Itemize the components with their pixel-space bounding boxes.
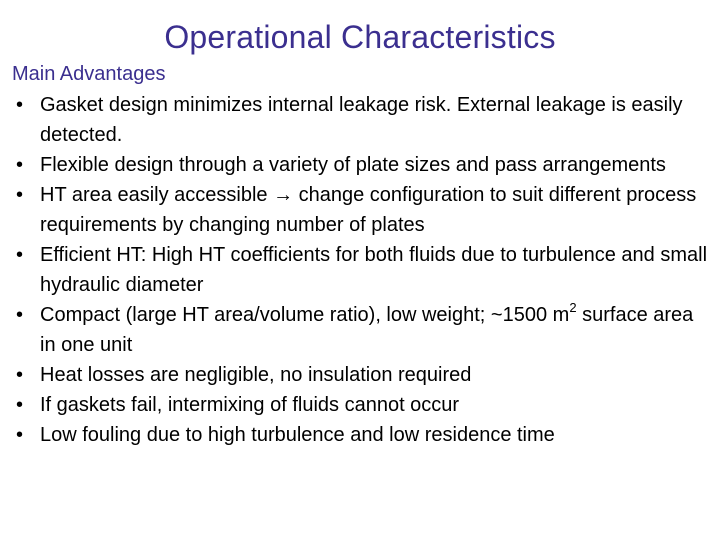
- bullet-icon: •: [16, 244, 24, 266]
- superscript-text: 2: [569, 300, 577, 315]
- bullet-icon: •: [16, 394, 24, 416]
- list-item: [12, 390, 712, 420]
- advantages-list: [12, 90, 712, 450]
- list-item-text: If gaskets fail, intermixing of fluids cannot occur: [40, 394, 460, 416]
- list-item-text: Efficient HT: High HT coefficients for both fluids due to turbulence and small hydraulic diameter: [40, 244, 708, 296]
- list-item: [12, 240, 712, 300]
- bullet-icon: •: [16, 184, 24, 206]
- list-item-text: Low fouling due to high turbulence and low residence time: [40, 424, 555, 446]
- bullet-icon: •: [16, 304, 24, 326]
- list-item: [12, 300, 712, 360]
- bullet-icon: •: [16, 94, 24, 116]
- bullet-icon: •: [16, 364, 24, 386]
- list-item: [12, 150, 712, 180]
- list-item: [12, 90, 712, 150]
- list-item-text: Gasket design minimizes internal leakage risk. External leakage is easily detected.: [40, 94, 683, 146]
- list-item-text: Flexible design through a variety of plate sizes and pass arrangements: [40, 154, 666, 176]
- list-item: [12, 420, 712, 450]
- slide-title: Operational Characteristics: [164, 19, 556, 55]
- list-item-text: Compact (large HT area/volume ratio), low weight; ~1500 m: [40, 304, 570, 326]
- list-item-text: HT area easily accessible → change configuration to suit different process requirements by changing number of plates: [40, 184, 697, 236]
- list-item: [12, 180, 712, 240]
- list-item: [12, 360, 712, 390]
- section-subheading: Main Advantages: [12, 63, 166, 85]
- list-item-text: Heat losses are negligible, no insulation required: [40, 364, 472, 386]
- bullet-icon: •: [16, 424, 24, 446]
- bullet-icon: •: [16, 154, 24, 176]
- list-item-text-tail: surface area in one unit: [40, 304, 694, 356]
